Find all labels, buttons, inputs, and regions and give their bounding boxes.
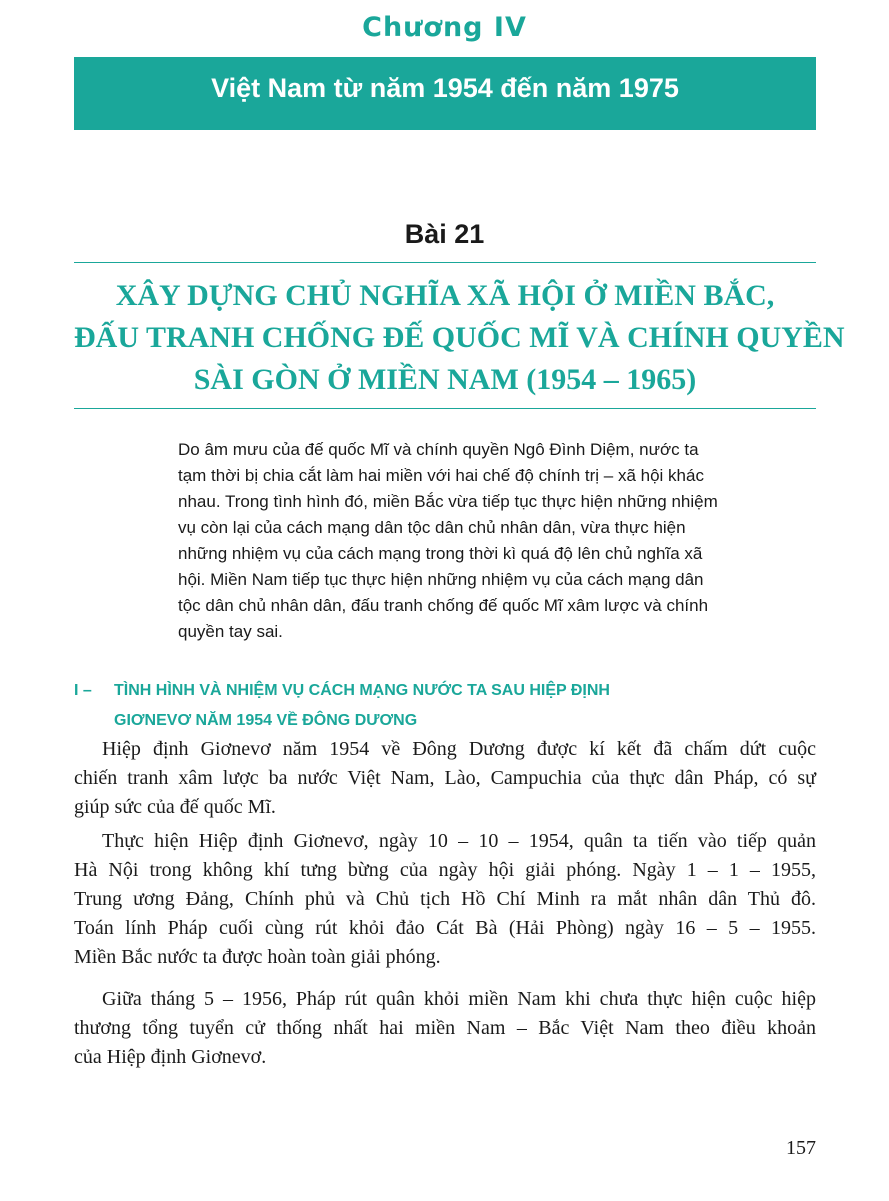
paragraph-line: Toán lính Pháp cuối cùng rút khỏi đảo Cát Bà (Hải Phòng) ngày 16 – 5 – 1955. [74, 917, 816, 939]
paragraph-line: Giữa tháng 5 – 1956, Pháp rút quân khỏi miền Nam khi chưa thực hiện cuộc hiệp [102, 988, 816, 1010]
body-paragraph [74, 735, 816, 822]
paragraph-line: của Hiệp định Giơnevơ. [74, 1046, 267, 1068]
lesson-title-line: ĐẤU TRANH CHỐNG ĐẾ QUỐC MĨ VÀ CHÍNH QUYỀN [74, 321, 845, 354]
intro-line: nhau. Trong tình hình đó, miền Bắc vừa tiếp tục thực hiện những nhiệm [178, 492, 718, 511]
lesson-introduction [178, 437, 820, 645]
intro-line: tộc dân chủ nhân dân, đấu tranh chống đế quốc Mĩ xâm lược và chính [178, 596, 709, 615]
lesson-title-line: XÂY DỰNG CHỦ NGHĨA XÃ HỘI Ở MIỀN BẮC, [115, 279, 775, 312]
paragraph-line: Hà Nội trong không khí tưng bừng của ngày hội giải phóng. Ngày 1 – 1 – 1955, [74, 859, 816, 881]
intro-line: vụ còn lại của cách mạng dân tộc dân chủ nhân dân, vừa thực hiện [178, 518, 686, 537]
intro-line: quyền tay sai. [178, 622, 283, 641]
section-title-line: GIƠNEVƠ NĂM 1954 VỀ ĐÔNG DƯƠNG [114, 712, 418, 729]
intro-line: hội. Miền Nam tiếp tục thực hiện những nhiệm vụ của cách mạng dân [178, 570, 704, 589]
title-bottom-divider [74, 408, 816, 409]
paragraph-line: chiến tranh xâm lược ba nước Việt Nam, Lào, Campuchia của thực dân Pháp, có sự [74, 767, 816, 789]
intro-line: Do âm mưu của đế quốc Mĩ và chính quyền Ngô Đình Diệm, nước ta [178, 440, 699, 459]
body-paragraph [74, 827, 816, 972]
section-title-line: TÌNH HÌNH VÀ NHIỆM VỤ CÁCH MẠNG NƯỚC TA SAU HIỆP ĐỊNH [114, 682, 610, 699]
chapter-title: Việt Nam từ năm 1954 đến năm 1975 [211, 73, 679, 103]
title-top-divider [74, 262, 816, 263]
intro-line: những nhiệm vụ của cách mạng trong thời kì quá độ lên chủ nghĩa xã [178, 544, 703, 563]
lesson-title-line: SÀI GÒN Ở MIỀN NAM (1954 – 1965) [193, 363, 697, 396]
paragraph-line: Thực hiện Hiệp định Giơnevơ, ngày 10 – 10 – 1954, quân ta tiến vào tiếp quản [102, 830, 816, 852]
paragraph-line: Miền Bắc nước ta được hoàn toàn giải phóng. [74, 946, 441, 968]
section-number: I – [74, 682, 92, 699]
paragraph-line: thương tổng tuyển cử thống nhất hai miền Nam – Bắc Việt Nam theo điều khoản [74, 1017, 816, 1039]
paragraph-line: Trung ương Đảng, Chính phủ và Chủ tịch Hồ Chí Minh ra mắt nhân dân Thủ đô. [74, 888, 816, 910]
body-paragraph [74, 985, 816, 1072]
chapter-label: Chương IV [362, 12, 527, 43]
lesson-number: Bài 21 [404, 219, 485, 249]
intro-line: tạm thời bị chia cắt làm hai miền với hai chế độ chính trị – xã hội khác [178, 466, 704, 485]
lesson-title [74, 275, 845, 401]
paragraph-line: Hiệp định Giơnevơ năm 1954 về Đông Dương được kí kết đã chấm dứt cuộc [102, 738, 816, 760]
paragraph-line: giúp sức của đế quốc Mĩ. [74, 796, 276, 818]
page-number: 157 [786, 1137, 816, 1159]
